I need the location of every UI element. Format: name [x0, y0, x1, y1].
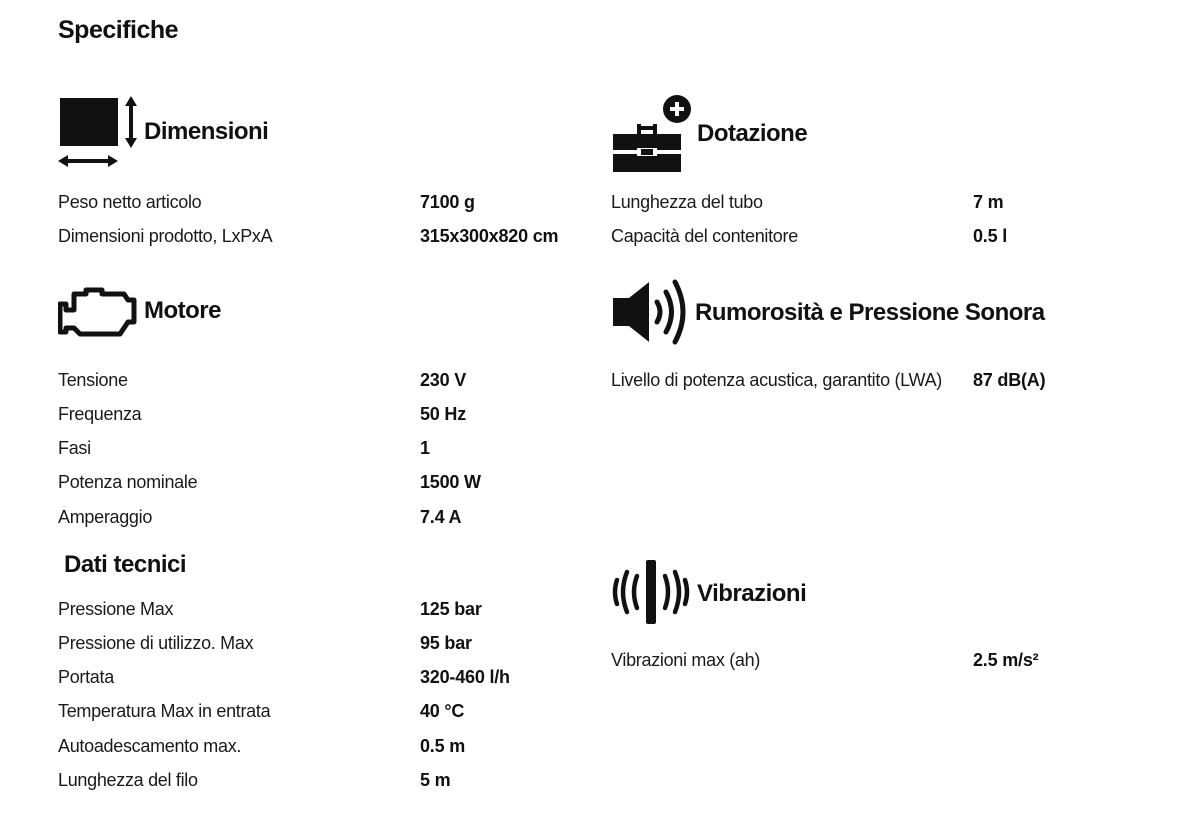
vibration-icon: [611, 558, 695, 631]
section-title-dati-tecnici: Dati tecnici: [64, 551, 187, 578]
spec-value: 125 bar: [420, 599, 482, 619]
spec-value: 0.5 l: [973, 226, 1008, 246]
spec-label: Potenza nominale: [58, 472, 198, 492]
spec-label: Temperatura Max in entrata: [58, 701, 271, 721]
spec-label: Lunghezza del filo: [58, 770, 198, 790]
spec-label: Vibrazioni max (ah): [611, 650, 761, 670]
section-header-vibrazioni: [611, 558, 806, 631]
section-header-rumorosita: [611, 276, 1045, 353]
section-header-motore: [58, 284, 221, 345]
spec-label: Fasi: [58, 438, 91, 458]
spec-value: 1: [420, 438, 430, 458]
spec-value: 0.5 m: [420, 736, 466, 756]
spec-label: Pressione di utilizzo. Max: [58, 633, 254, 653]
spec-value: 2.5 m/s²: [973, 650, 1039, 670]
spec-value: 1500 W: [420, 472, 481, 492]
engine-icon: [58, 284, 142, 345]
spec-label: Portata: [58, 667, 114, 687]
spec-label: Autoadescamento max.: [58, 736, 242, 756]
spec-value: 5 m: [420, 770, 451, 790]
spec-label: Livello di potenza acustica, garantito (LWA): [611, 370, 942, 390]
spec-value: 230 V: [420, 370, 467, 390]
page-title: Specifiche: [58, 16, 179, 44]
spec-label: Pressione Max: [58, 599, 174, 619]
spec-value: 50 Hz: [420, 404, 467, 424]
section-title-dimensioni: Dimensioni: [144, 117, 269, 145]
spec-label: Dimensioni prodotto, LxPxA: [58, 226, 273, 246]
spec-value: 315x300x820 cm: [420, 226, 559, 246]
section-header-dimensioni: [58, 96, 268, 175]
section-title-dotazione: Dotazione: [697, 119, 808, 147]
spec-value: 7.4 A: [420, 507, 462, 527]
section-header-dotazione: [611, 94, 807, 179]
spec-value: 7100 g: [420, 192, 475, 212]
toolbox-plus-icon: [611, 94, 695, 179]
spec-label: Tensione: [58, 370, 128, 390]
spec-label: Peso netto articolo: [58, 192, 202, 212]
spec-value: 40 °C: [420, 701, 465, 721]
spec-label: Capacità del contenitore: [611, 226, 798, 246]
section-title-rumorosita: Rumorosità e Pressione Sonora: [695, 298, 1045, 326]
spec-value: 87 dB(A): [973, 370, 1046, 390]
speaker-icon: [611, 276, 695, 353]
spec-value: 320-460 l/h: [420, 667, 510, 687]
spec-label: Amperaggio: [58, 507, 153, 527]
spec-label: Lunghezza del tubo: [611, 192, 763, 212]
spec-value: 7 m: [973, 192, 1004, 212]
section-title-motore: Motore: [144, 296, 221, 324]
spec-label: Frequenza: [58, 404, 142, 424]
section-title-vibrazioni: Vibrazioni: [697, 579, 807, 607]
spec-value: 95 bar: [420, 633, 472, 653]
dimensions-icon: [58, 96, 142, 175]
